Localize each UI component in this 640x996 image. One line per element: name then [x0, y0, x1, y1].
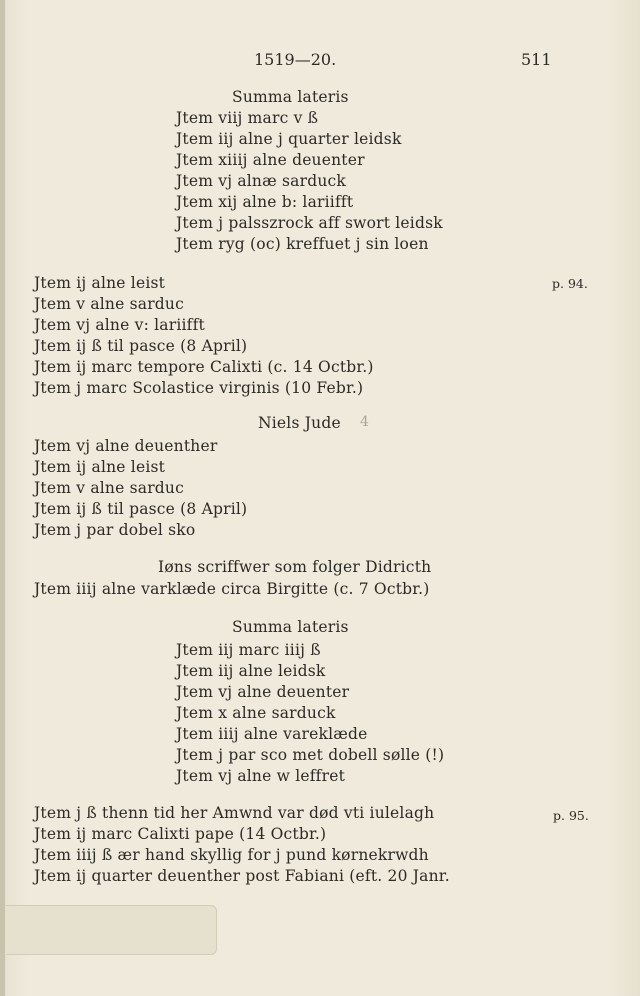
entry-line: Jtem j palsszrock aff swort leidsk [176, 214, 443, 232]
entry-line: Jtem iij alne leidsk [176, 662, 326, 680]
entry-line: Jtem vj alne w leffret [176, 767, 346, 785]
page-number: 511 [521, 50, 552, 69]
entry-line: Jtem j marc Scolastice virginis (10 Febr.) [34, 379, 364, 397]
entry-line: Jtem xij alne b: lariifft [176, 193, 354, 211]
entry-line: Jtem j par sco met dobell sølle (!) [176, 746, 445, 764]
entry-line: Jtem ij alne leist [34, 458, 166, 476]
entry-line: Jtem j par dobel sko [34, 521, 196, 539]
page-spine-shadow [0, 0, 5, 996]
entry-line: Jtem ij ß til pasce (8 April) [34, 337, 248, 355]
entry-line: Jtem vj alne deuenther [34, 437, 218, 455]
entry-line: Jtem v alne sarduc [34, 295, 184, 313]
pencil-mark: 4 [360, 414, 369, 430]
entry-line: Jtem iij alne j quarter leidsk [176, 130, 402, 148]
paper-tab-mark [6, 905, 217, 955]
margin-page-reference: p. 95. [553, 808, 589, 823]
entry-line: Jtem ij ß til pasce (8 April) [34, 500, 248, 518]
entry-line: Jtem ij marc Calixti pape (14 Octbr.) [34, 825, 327, 843]
entry-line: Jtem iiij alne varklæde circa Birgitte (c. 7 Octbr.) [34, 580, 430, 598]
entry-line: Jtem x alne sarduck [176, 704, 336, 722]
entry-line: Jtem ij alne leist [34, 274, 166, 292]
section-heading: Summa lateris [232, 618, 349, 636]
entry-line: Jtem j ß thenn tid her Amwnd var død vti iulelagh [34, 804, 435, 822]
entry-line: Jtem ryg (oc) kreffuet j sin loen [176, 235, 429, 253]
entry-line: Jtem iiij alne vareklæde [176, 725, 368, 743]
entry-line: Jtem v alne sarduc [34, 479, 184, 497]
entry-line: Jtem vj alne v: lariifft [34, 316, 205, 334]
section-heading: Iøns scriffwer som folger Didricth [158, 558, 432, 576]
entry-line: Jtem ij quarter deuenther post Fabiani (eft. 20 Janr. [34, 867, 450, 885]
entry-line: Jtem vj alne deuenter [176, 683, 350, 701]
section-heading: Niels Jude [258, 414, 341, 432]
section-heading: Summa lateris [232, 88, 349, 106]
running-head-years: 1519—20. [254, 50, 337, 69]
entry-line: Jtem ij marc tempore Calixti (c. 14 Octbr.) [34, 358, 374, 376]
entry-line: Jtem iij marc iiij ß [176, 641, 321, 659]
entry-line: Jtem vj alnæ sarduck [176, 172, 346, 190]
entry-line: Jtem iiij ß ær hand skyllig for j pund kørnekrwdh [34, 846, 429, 864]
entry-line: Jtem viij marc v ß [176, 109, 319, 127]
entry-line: Jtem xiiij alne deuenter [176, 151, 365, 169]
margin-page-reference: p. 94. [552, 276, 588, 291]
